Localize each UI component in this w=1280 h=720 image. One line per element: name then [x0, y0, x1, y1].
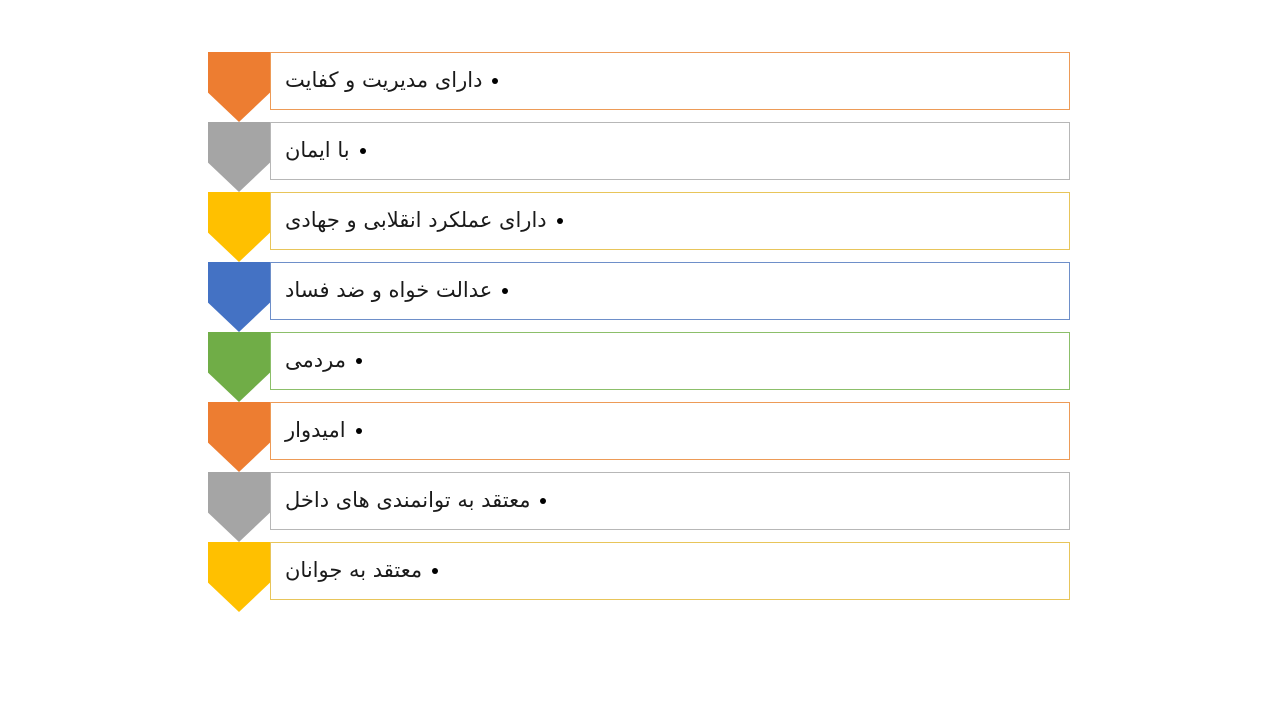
- list-item-label: با ایمان: [285, 138, 350, 163]
- chevron-list-diagram: [208, 52, 1070, 612]
- list-item-label: عدالت خواه و ضد فساد: [285, 278, 493, 303]
- chevron-shape-icon: [208, 192, 270, 262]
- list-item-label: امیدوار: [285, 418, 346, 443]
- bullet-icon: [356, 428, 362, 434]
- list-item-label: مردمی: [285, 348, 346, 373]
- list-item[interactable]: [208, 472, 1070, 542]
- list-item[interactable]: [208, 402, 1070, 472]
- list-item[interactable]: [208, 122, 1070, 192]
- list-item[interactable]: [208, 262, 1070, 332]
- bullet-icon: [492, 78, 498, 84]
- chevron-shape-icon: [208, 332, 270, 402]
- list-item[interactable]: [208, 192, 1070, 262]
- list-item-label: دارای عملکرد انقلابی و جهادی: [285, 208, 547, 233]
- list-item[interactable]: [208, 542, 1070, 612]
- list-item-bar[interactable]: [270, 472, 1070, 530]
- bullet-icon: [557, 218, 563, 224]
- chevron-shape-icon: [208, 402, 270, 472]
- list-item[interactable]: [208, 332, 1070, 402]
- chevron-shape-icon: [208, 472, 270, 542]
- list-item-label: دارای مدیریت و کفایت: [285, 68, 483, 93]
- bullet-icon: [540, 498, 546, 504]
- bullet-icon: [502, 288, 508, 294]
- list-item-bar[interactable]: [270, 192, 1070, 250]
- list-item-bar[interactable]: [270, 262, 1070, 320]
- chevron-shape-icon: [208, 262, 270, 332]
- bullet-icon: [432, 568, 438, 574]
- list-item-bar[interactable]: [270, 542, 1070, 600]
- list-item-bar[interactable]: [270, 402, 1070, 460]
- chevron-shape-icon: [208, 122, 270, 192]
- bullet-icon: [360, 148, 366, 154]
- list-item-label: معتقد به توانمندی های داخل: [285, 488, 531, 513]
- list-item-bar[interactable]: [270, 122, 1070, 180]
- list-item-label: معتقد به جوانان: [285, 558, 423, 583]
- bullet-icon: [356, 358, 362, 364]
- list-item-bar[interactable]: [270, 332, 1070, 390]
- list-item-bar[interactable]: [270, 52, 1070, 110]
- list-item[interactable]: [208, 52, 1070, 122]
- chevron-shape-icon: [208, 52, 270, 122]
- chevron-shape-icon: [208, 542, 270, 612]
